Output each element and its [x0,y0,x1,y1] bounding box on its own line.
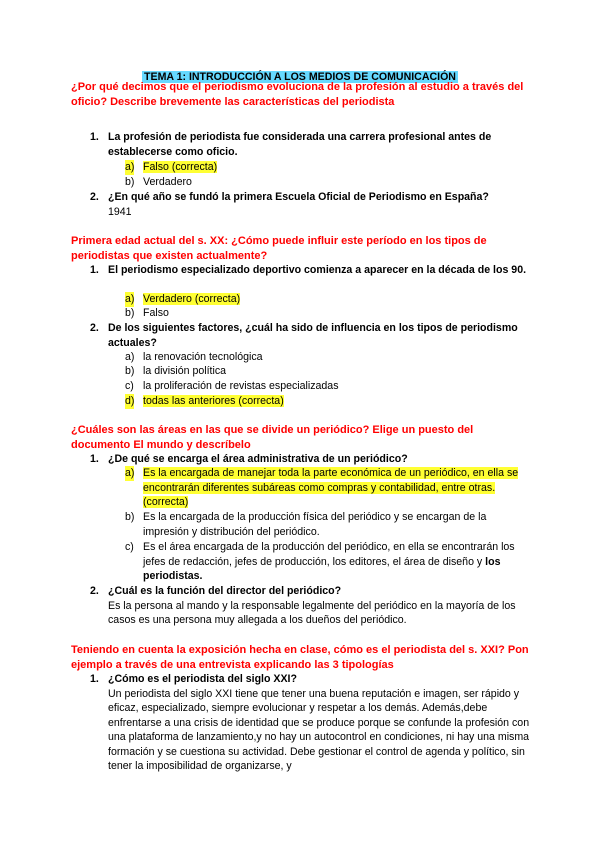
option-letter: b) [125,365,135,377]
item-answer: Un periodista del siglo XXI tiene que tener una buena reputación e imagen, ser rápido y eficaz, especializado, siempre evolucionar y respetar a los demás. Además,debe enfrentarse a una crisis de identidad que se produce porque se confunde la profesión con una plataforma de lanzamiento,y no hay un autocontrol en condiciones, ni hay una misma formación y se cuestiona su actividad. Debe gestionar el control de agenda y político, sin tener la imposibilidad de organizarse, y [108,687,530,772]
s4-item-1 [90,672,530,774]
item-answer: Es la persona al mando y la responsable legalmente del periódico en la mayoría de los casos es una persona muy allegada a los dueños del periódico. [108,599,516,626]
option-letter: a) [125,351,135,363]
s1-i1-option-b [125,175,525,190]
s2-i1-option-b [125,306,525,321]
s1-item-1 [90,130,530,159]
item-question: ¿Cuál es la función del director del periódico? [108,585,342,597]
option-letter: b) [125,176,135,188]
option-text-plain: Es el área encargada de la producción del periódico, en ella se encontrarán los jefes de redacción, jefes de producción, los editores, el área de diseño y [143,541,515,568]
s2-i2-option-d [125,394,525,409]
s3-item-2 [90,584,530,628]
option-letter: d) [125,395,135,407]
option-text: todas las anteriores (correcta) [143,395,284,407]
item-number: 2. [90,191,99,203]
option-text: Es la encargada de manejar toda la parte económica de un periódico, en ella se encontrarán diferentes subáreas como compras y contabilidad, entre otras. (correcta) [143,467,519,508]
option-letter: c) [125,541,134,553]
item-question: ¿De qué se encarga el área administrativa de un periódico? [108,453,408,465]
item-answer: 1941 [108,205,132,218]
item-number: 1. [90,131,99,143]
s1-i1-option-a [125,160,525,175]
item-question: El periodismo especializado deportivo comienza a aparecer en la década de los 90. [108,264,527,276]
option-text: la proliferación de revistas especializadas [143,380,339,392]
option-letter: c) [125,380,134,392]
s2-i2-option-c [125,379,525,394]
option-text: la división política [143,365,227,377]
option-letter: b) [125,307,135,319]
section-4-question: Teniendo en cuenta la exposición hecha en clase, cómo es el periodista del s. XXI? Pon ejemplo a través de una entrevista explicando las 3 tipologías [71,644,529,671]
option-text-bold: los periodistas. [143,555,501,582]
item-number: 1. [90,264,99,276]
option-text: Falso (correcta) [143,161,218,173]
item-number: 2. [90,322,99,334]
section-2-question: Primera edad actual del s. XX: ¿Cómo puede influir este período en los tipos de periodistas que existen actualmente? [71,235,487,262]
option-letter: a) [125,467,135,479]
section-3-question: ¿Cuáles son las áreas en las que se divide un periódico? Elige un puesto del documento El mundo y descríbelo [71,424,474,451]
option-text: Verdadero [143,176,192,188]
s3-i1-option-a [125,466,525,510]
option-text: Falso [143,307,169,319]
item-number: 1. [90,453,99,465]
option-text: Es la encargada de la producción física del periódico y se encargan de la impresión y distribución del periódico. [143,511,487,538]
item-question: La profesión de periodista fue considerada una carrera profesional antes de establecerse como oficio. [108,131,492,158]
item-number: 1. [90,673,99,685]
document-title: TEMA 1: INTRODUCCIÓN A LOS MEDIOS DE COMUNICACIÓN [144,71,456,83]
s2-i1-option-a [125,292,525,307]
option-text: Verdadero (correcta) [143,293,241,305]
s2-i2-option-a [125,350,525,365]
s2-item-1 [90,263,530,278]
item-question: ¿En qué año se fundó la primera Escuela Oficial de Periodismo en España? [108,191,489,203]
option-text [143,540,525,584]
s3-i1-option-c [125,540,525,584]
option-text: la renovación tecnológica [143,351,263,363]
item-question: De los siguientes factores, ¿cuál ha sido de influencia en los tipos de periodismo actuales? [108,322,518,349]
s2-i2-option-b [125,364,525,379]
s2-item-2 [90,321,530,350]
s3-item-1 [90,452,530,467]
option-letter: a) [125,161,135,173]
s1-item-2 [90,190,530,219]
section-1-question: ¿Por qué decimos que el periodismo evoluciona de la profesión al estudio a través del oficio? Describe brevemente las características del periodista [71,81,524,108]
item-number: 2. [90,585,99,597]
s3-i1-option-b [125,510,525,539]
item-question: ¿Cómo es el periodista del siglo XXI? [108,673,297,685]
option-letter: a) [125,293,135,305]
option-letter: b) [125,511,135,523]
